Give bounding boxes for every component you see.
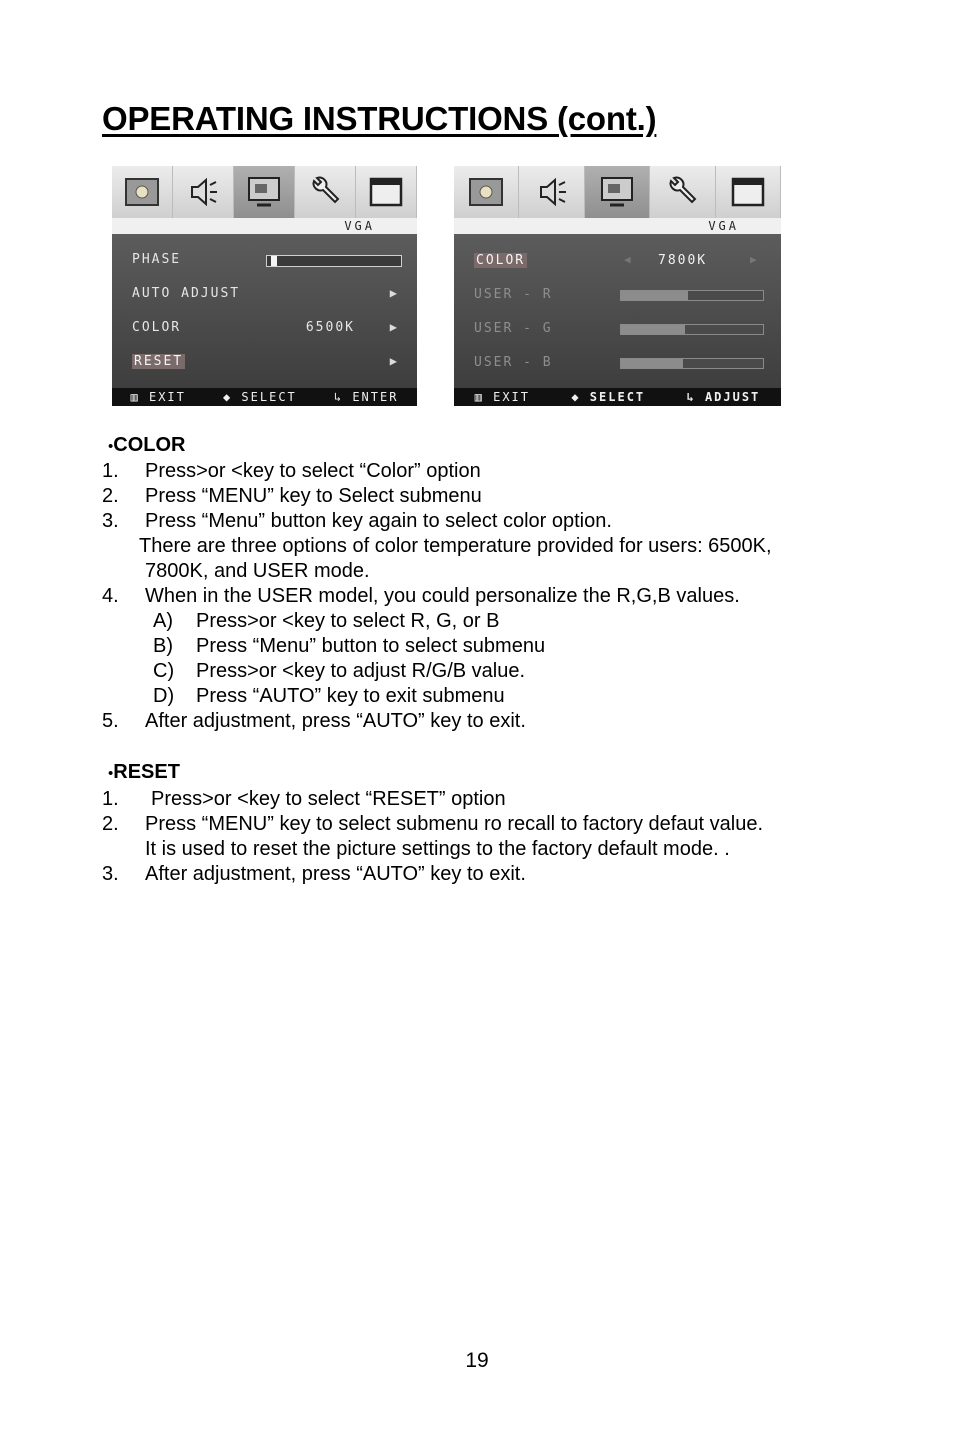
wrench-icon	[306, 175, 344, 209]
step-number: 3.	[102, 863, 119, 885]
step-text: After adjustment, press “AUTO” key to exit.	[145, 863, 526, 885]
osd-footer-exit: ▥ EXIT	[474, 390, 531, 404]
monitor-icon	[598, 175, 636, 209]
osd-footer-adjust: ↳ ADJUST	[686, 390, 761, 404]
page-title: OPERATING INSTRUCTIONS (cont.)	[102, 100, 657, 137]
step-text: Press “MENU” key to Select submenu	[145, 485, 482, 507]
osd-row-label: USER - G	[474, 321, 553, 336]
osd-row-value: 7800K	[658, 253, 708, 268]
step-number: 5.	[102, 710, 119, 732]
phase-slider	[266, 255, 402, 267]
right-arrow-icon: ▶	[750, 253, 759, 266]
step-text: There are three options of color temperature provided for users: 6500K,	[139, 535, 772, 557]
step-number: 2.	[102, 813, 119, 835]
left-arrow-icon: ◀	[624, 253, 633, 266]
osd-row-phase	[132, 252, 403, 270]
bullet: •	[108, 438, 114, 455]
osd-tab-display	[585, 166, 650, 218]
step-number: A)	[153, 610, 173, 632]
monitor-icon	[245, 175, 283, 209]
color-step-continuation	[145, 559, 370, 583]
step-text: 7800K, and USER mode.	[145, 560, 370, 582]
osd-footer-label: EXIT	[148, 390, 186, 404]
osd-row-label: USER - R	[474, 287, 553, 302]
step-text: Press>or <key to adjust R/G/B value.	[196, 660, 526, 682]
osd-tab-display	[234, 166, 295, 218]
osd-tab-bar	[112, 166, 417, 218]
osd-row-color	[132, 320, 403, 338]
section-heading-text: COLOR	[113, 434, 186, 456]
osd-row-value: 6500K	[305, 320, 355, 335]
reset-section-heading	[108, 760, 180, 786]
right-arrow-icon: ▶	[389, 354, 399, 368]
osd-row-reset	[132, 354, 403, 372]
right-arrow-icon: ▶	[389, 286, 399, 300]
picture-icon	[123, 175, 161, 209]
step-text: Press>or <key to select “Color” option	[145, 460, 481, 482]
osd-footer-select: ◆ SELECT	[222, 390, 297, 404]
osd-footer-enter: ↳ ENTER	[333, 390, 399, 404]
osd-tab-osd	[356, 166, 417, 218]
osd-footer-label: EXIT	[493, 390, 531, 404]
osd-tab-setup	[650, 166, 715, 218]
step-text: Press “Menu” button key again to select color option.	[145, 510, 612, 532]
osd-row-user-r	[474, 287, 767, 305]
window-icon	[367, 175, 405, 209]
user-g-slider	[620, 324, 764, 335]
right-arrow-icon: ▶	[389, 320, 399, 334]
osd-footer-label: ENTER	[352, 390, 399, 404]
speaker-icon	[533, 175, 571, 209]
osd-row-color	[474, 253, 767, 271]
osd-row-label: AUTO ADJUST	[132, 286, 241, 301]
step-text: After adjustment, press “AUTO” key to exit.	[145, 710, 526, 732]
picture-icon	[467, 175, 505, 209]
wrench-icon	[663, 175, 701, 209]
osd-menu-body	[454, 234, 781, 388]
osd-tab-picture	[112, 166, 173, 218]
osd-footer-label: ADJUST	[704, 390, 761, 404]
osd-tab-audio	[173, 166, 234, 218]
step-text: Press>or <key to select “RESET” option	[151, 788, 506, 810]
osd-footer-select: ◆ SELECT	[571, 390, 646, 404]
color-section-heading	[108, 433, 185, 459]
osd-source-label: VGA	[708, 219, 739, 233]
slider-fill	[621, 325, 685, 334]
osd-footer-label: SELECT	[241, 390, 297, 404]
osd-footer-exit: ▥ EXIT	[130, 390, 186, 404]
osd-row-label: RESET	[134, 354, 184, 369]
osd-footer-label: SELECT	[589, 390, 646, 404]
osd-row-label: COLOR	[132, 320, 182, 335]
osd-row-user-g	[474, 321, 767, 339]
section-heading-text: RESET	[113, 761, 180, 783]
osd-tab-audio	[519, 166, 584, 218]
osd-row-user-b	[474, 355, 767, 373]
osd-tab-setup	[295, 166, 356, 218]
osd-footer	[454, 388, 781, 406]
osd-source-label: VGA	[344, 219, 375, 233]
step-number: 1.	[102, 788, 119, 810]
page-number: 19	[465, 1349, 489, 1372]
step-number: B)	[153, 635, 173, 657]
osd-tab-picture	[454, 166, 519, 218]
step-number: 2.	[102, 485, 119, 507]
step-number: 3.	[102, 510, 119, 532]
color-step-continuation	[139, 534, 772, 558]
phase-slider-knob	[271, 256, 277, 266]
osd-row-auto-adjust	[132, 286, 403, 304]
slider-fill	[621, 291, 688, 300]
osd-tab-osd	[716, 166, 781, 218]
window-icon	[729, 175, 767, 209]
speaker-icon	[184, 175, 222, 209]
osd-tab-bar	[454, 166, 781, 218]
step-text: When in the USER model, you could personalize the R,G,B values.	[145, 585, 740, 607]
user-r-slider	[620, 290, 764, 301]
reset-step-continuation	[145, 837, 730, 861]
step-text: Press “MENU” key to select submenu ro recall to factory defaut value.	[145, 813, 764, 835]
slider-fill	[621, 359, 683, 368]
bullet: •	[108, 765, 114, 782]
step-text: Press “AUTO” key to exit submenu	[196, 685, 505, 707]
step-number: 1.	[102, 460, 119, 482]
osd-header	[454, 218, 781, 234]
osd-row-label: COLOR	[476, 253, 526, 268]
osd-footer	[112, 388, 417, 406]
step-number: 4.	[102, 585, 119, 607]
osd-header	[112, 218, 417, 234]
user-b-slider	[620, 358, 764, 369]
osd-row-label: PHASE	[132, 252, 182, 267]
step-text: It is used to reset the picture settings to the factory default mode. .	[145, 838, 730, 860]
osd-screenshot-phase-menu	[112, 166, 417, 406]
osd-screenshot-color-menu	[454, 166, 781, 406]
step-text: Press>or <key to select R, G, or B	[196, 610, 500, 632]
osd-menu-body	[112, 234, 417, 388]
step-number: C)	[153, 660, 175, 682]
step-text: Press “Menu” button to select submenu	[196, 635, 546, 657]
osd-row-label: USER - B	[474, 355, 553, 370]
step-number: D)	[153, 685, 175, 707]
